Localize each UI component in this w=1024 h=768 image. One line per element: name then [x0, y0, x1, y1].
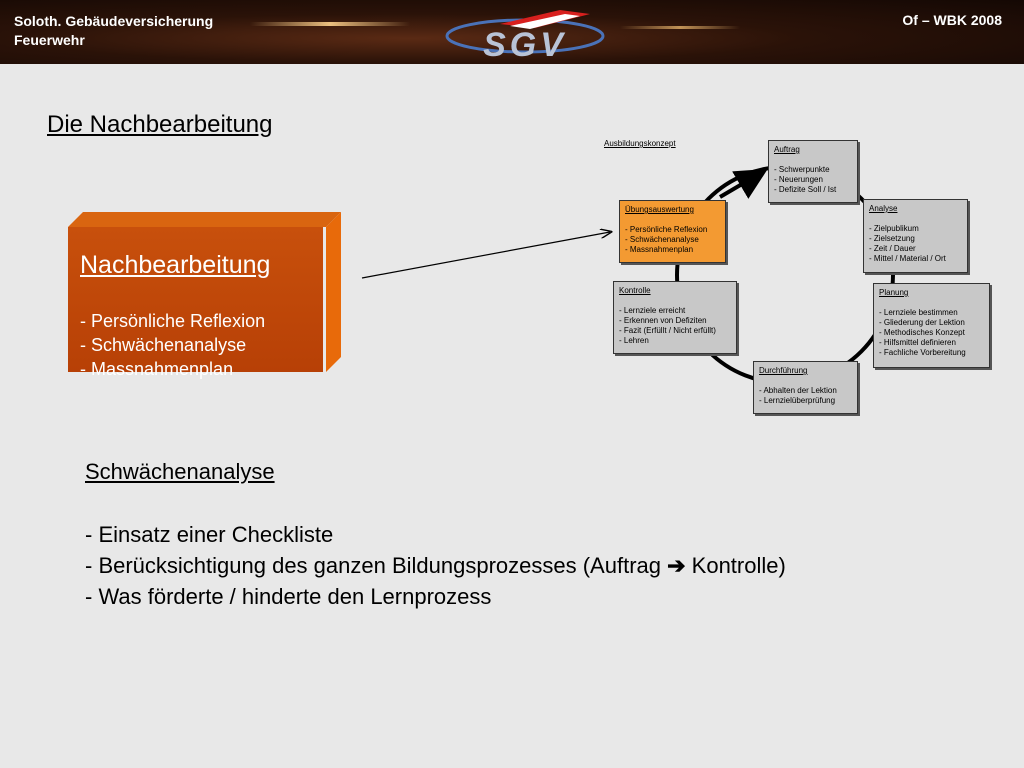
- kontrolle-line: - Lehren: [619, 336, 649, 345]
- analyse-line: - Zielpublikum: [869, 224, 919, 233]
- kontrolle-line: - Erkennen von Defiziten: [619, 316, 707, 325]
- connector-arrow: [350, 220, 615, 290]
- uebungsauswertung-line: - Schwächenanalyse: [625, 235, 699, 244]
- planung-line: - Gliederung der Lektion: [879, 318, 965, 327]
- auftrag-line: - Neuerungen: [774, 175, 823, 184]
- kontrolle-line: - Fazit (Erfüllt / Nicht erfüllt): [619, 326, 716, 335]
- list-item: - Schwächenanalyse: [80, 335, 247, 355]
- planung-line: - Methodisches Konzept: [879, 328, 965, 337]
- planung-line: - Fachliche Vorbereitung: [879, 348, 966, 357]
- nachbearbeitung-box: [68, 212, 343, 379]
- page-title: Die Nachbearbeitung: [47, 111, 273, 138]
- kontrolle-box: [613, 281, 737, 354]
- schwaechenanalyse-title: Schwächenanalyse: [85, 459, 275, 484]
- analyse-line: - Zielsetzung: [869, 234, 915, 243]
- durchfuehrung-line: - Lernzielüberprüfung: [759, 396, 836, 405]
- list-item: - Persönliche Reflexion: [80, 311, 266, 331]
- ausbildungskonzept-diagram: [590, 135, 1000, 425]
- planung-title: Planung: [879, 288, 909, 297]
- auftrag-line: - Schwerpunkte: [774, 165, 830, 174]
- nachbearbeitung-list: [80, 309, 265, 381]
- banner-glow: [250, 22, 410, 26]
- analyse-title: Analyse: [869, 204, 898, 213]
- analyse-line: - Mittel / Material / Ort: [869, 254, 946, 263]
- uebungsauswertung-line: - Massnahmenplan: [625, 245, 694, 254]
- uebungsauswertung-title: Übungsauswertung: [625, 205, 694, 214]
- list-item: - Massnahmenplan: [80, 359, 234, 379]
- list-item: - Was förderte / hinderte den Lernprozess: [85, 584, 492, 609]
- list-item-text: Kontrolle): [685, 553, 786, 578]
- organization-name: [14, 12, 213, 50]
- planung-line: - Hilfsmittel definieren: [879, 338, 956, 347]
- analyse-line: - Zeit / Dauer: [869, 244, 916, 253]
- nachbearbeitung-title: Nachbearbeitung: [80, 251, 271, 279]
- planung-box: [873, 283, 990, 368]
- list-item: - Einsatz einer Checkliste: [85, 522, 334, 547]
- auftrag-title: Auftrag: [774, 145, 800, 154]
- organization-line-2: Feuerwehr: [14, 32, 85, 48]
- arrow-right-icon: ➔: [667, 553, 686, 578]
- course-label: Of – WBK 2008: [902, 12, 1002, 28]
- durchfuehrung-line: - Abhalten der Lektion: [759, 386, 837, 395]
- uebungsauswertung-line: - Persönliche Reflexion: [625, 225, 708, 234]
- planung-line: - Lernziele bestimmen: [879, 308, 958, 317]
- sgv-logo: [440, 4, 610, 62]
- schwaechenanalyse-list: [85, 519, 786, 612]
- durchfuehrung-box: [753, 361, 858, 414]
- analyse-box: [863, 199, 968, 273]
- list-item-text: - Berücksichtigung des ganzen Bildungsprozesses (Auftrag: [85, 553, 668, 578]
- kontrolle-line: - Lernziele erreicht: [619, 306, 686, 315]
- list-item: [85, 550, 786, 581]
- header-banner: [0, 0, 1024, 64]
- uebungsauswertung-box: [619, 200, 726, 263]
- durchfuehrung-title: Durchführung: [759, 366, 808, 375]
- logo-text: SGV: [483, 26, 567, 62]
- auftrag-box: [768, 140, 858, 203]
- auftrag-line: - Defizite Soll / Ist: [774, 185, 837, 194]
- kontrolle-title: Kontrolle: [619, 286, 651, 295]
- banner-glow: [620, 26, 740, 29]
- box-front: [68, 227, 323, 379]
- organization-line-1: Soloth. Gebäudeversicherung: [14, 13, 214, 29]
- diagram-title: Ausbildungskonzept: [604, 139, 676, 148]
